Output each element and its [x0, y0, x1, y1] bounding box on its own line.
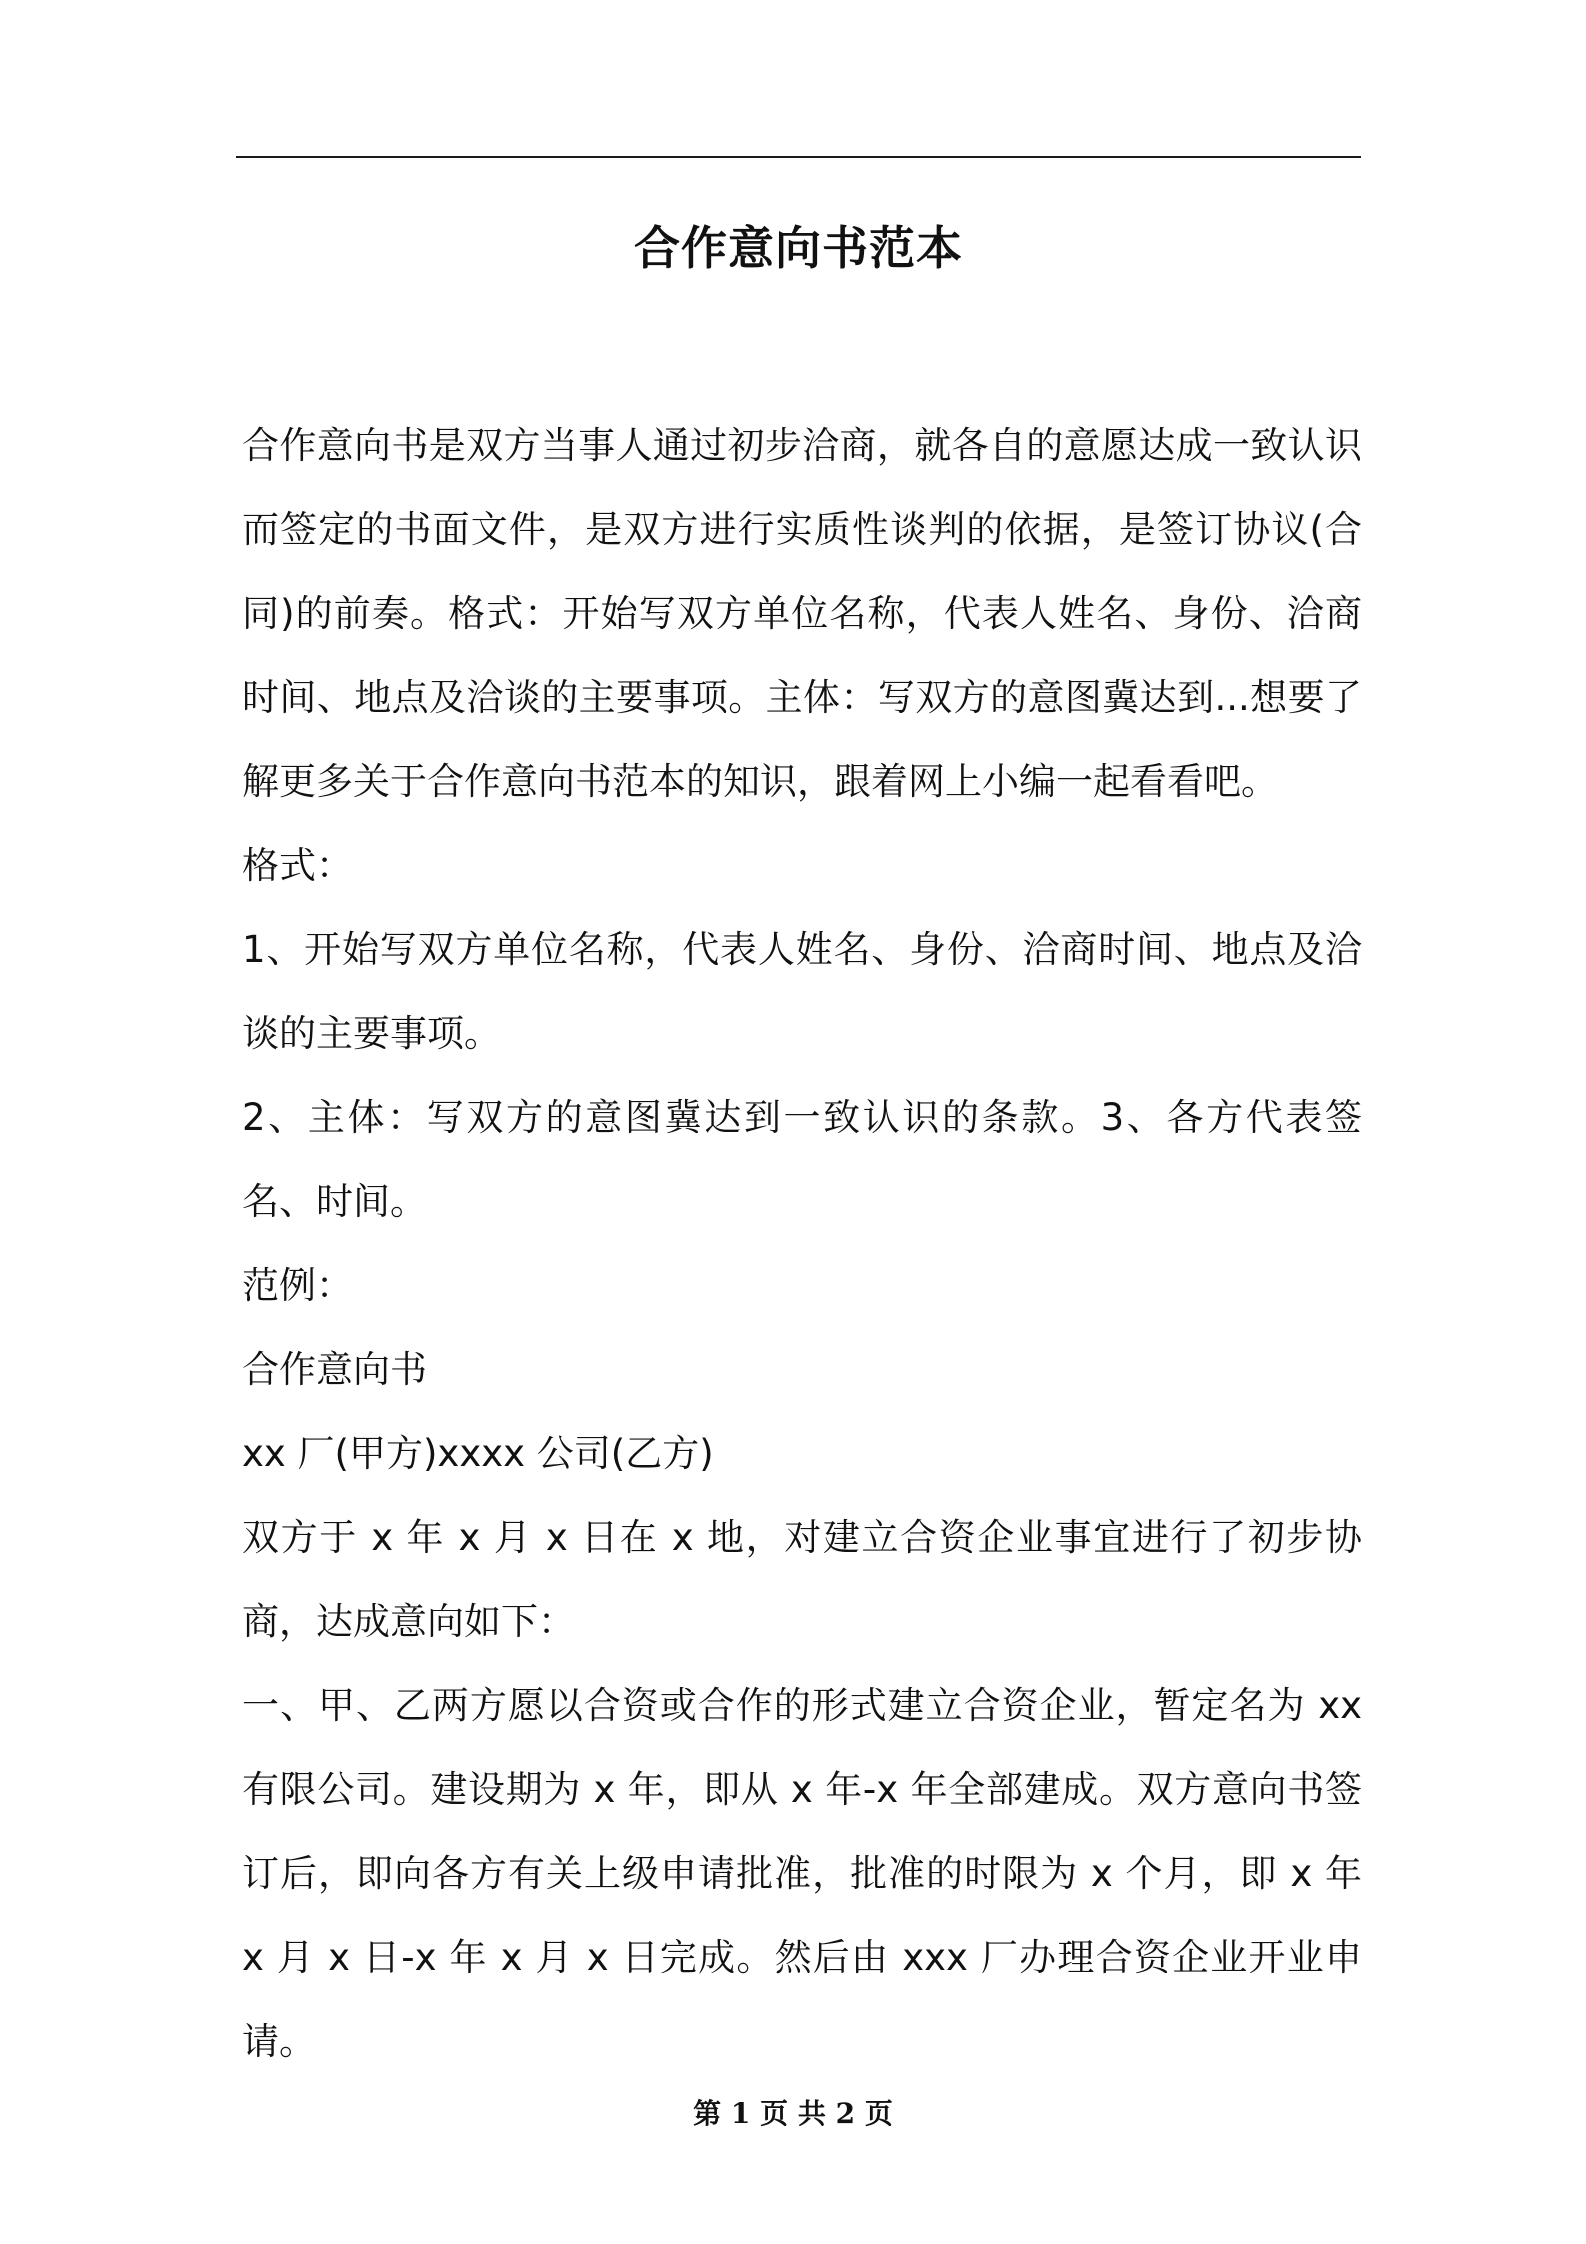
header-rule	[236, 156, 1361, 158]
intro-paragraph: 合作意向书是双方当事人通过初步洽商，就各自的意愿达成一致认识而签定的书面文件，是双方进行实质性谈判的依据，是签订协议(合同)的前奏。格式：开始写双方单位名称，代表人姓名、身份、洽商时间、地点及洽谈的主要事项。主体：写双方的意图冀达到...想要了解更多关于合作意向书范本的知识，跟着网上小编一起看看吧。	[242, 424, 1362, 803]
format-item-2: 2、主体：写双方的意图冀达到一致认识的条款。3、各方代表签名、时间。	[242, 1096, 1362, 1223]
agreement-intro: 双方于 x 年 x 月 x 日在 x 地，对建立合资企业事宜进行了初步协商，达成意向如下：	[242, 1516, 1362, 1643]
example-heading: 范例：	[242, 1264, 353, 1307]
format-heading: 格式：	[242, 844, 353, 887]
clause-1: 一、甲、乙两方愿以合资或合作的形式建立合资企业，暂定名为 xx 有限公司。建设期为 x 年，即从 x 年-x 年全部建成。双方意向书签订后，即向各方有关上级申请批准，批准的时限为 x 个月，即 x 年 x 月 x 日-x 年 x 月 x 日完成。然后由 xxx 厂办理合资企业开业申请。	[242, 1684, 1362, 2063]
page-number: 第 1 页 共 2 页	[693, 2097, 893, 2130]
example-title: 合作意向书	[242, 1348, 427, 1391]
parties-line: xx 厂(甲方)xxxx 公司(乙方)	[242, 1432, 714, 1475]
document-body	[242, 404, 1362, 2084]
document-title: 合作意向书范本	[634, 221, 963, 275]
format-item-1: 1、开始写双方单位名称，代表人姓名、身份、洽商时间、地点及洽谈的主要事项。	[242, 928, 1362, 1055]
